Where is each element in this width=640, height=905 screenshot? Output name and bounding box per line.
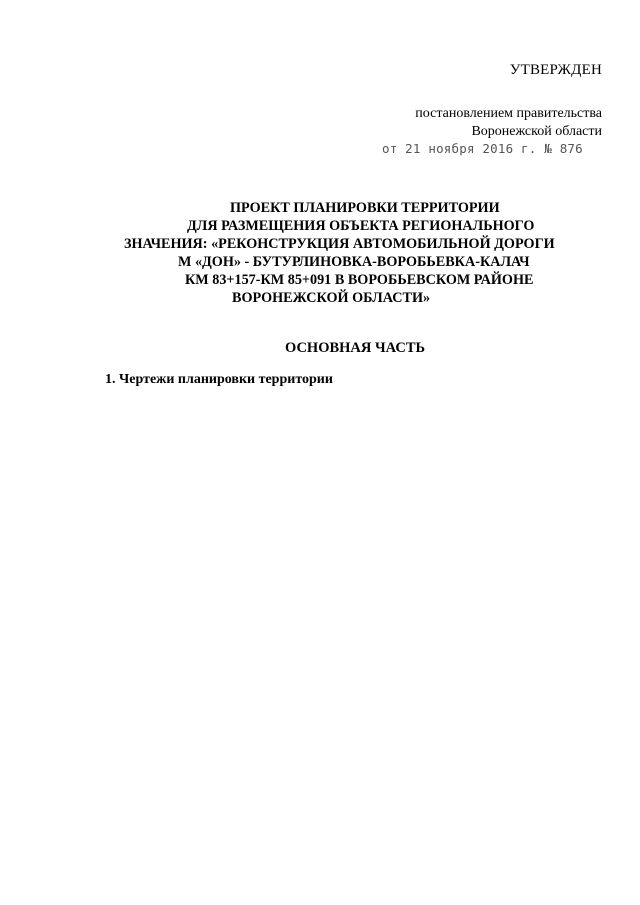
- decree-date-stamp: от 21 ноября 2016 г. № 876: [382, 141, 583, 156]
- title-line-2: ДЛЯ РАЗМЕЩЕНИЯ ОБЪЕКТА РЕГИОНАЛЬНОГО: [187, 218, 535, 234]
- list-item: 1. Чертежи планировки территории: [105, 372, 333, 387]
- title-line-6: ВОРОНЕЖСКОЙ ОБЛАСТИ»: [232, 290, 431, 306]
- approved-label: УТВЕРЖДЕН: [509, 62, 602, 78]
- title-line-5: КМ 83+157-КМ 85+091 В ВОРОБЬЕВСКОМ РАЙОНЕ: [185, 272, 534, 288]
- title-line-1: ПРОЕКТ ПЛАНИРОВКИ ТЕРРИТОРИИ: [230, 200, 500, 216]
- section-heading: ОСНОВНАЯ ЧАСТЬ: [285, 340, 426, 356]
- decree-line-1: постановлением правительства: [415, 106, 602, 121]
- decree-line-2: Воронежской области: [471, 124, 602, 139]
- title-line-3: ЗНАЧЕНИЯ: «РЕКОНСТРУКЦИЯ АВТОМОБИЛЬНОЙ ДОРОГИ: [124, 236, 555, 252]
- title-line-4: М «ДОН» - БУТУРЛИНОВКА-ВОРОБЬЕВКА-КАЛАЧ: [178, 254, 530, 270]
- document-title: [110, 199, 610, 307]
